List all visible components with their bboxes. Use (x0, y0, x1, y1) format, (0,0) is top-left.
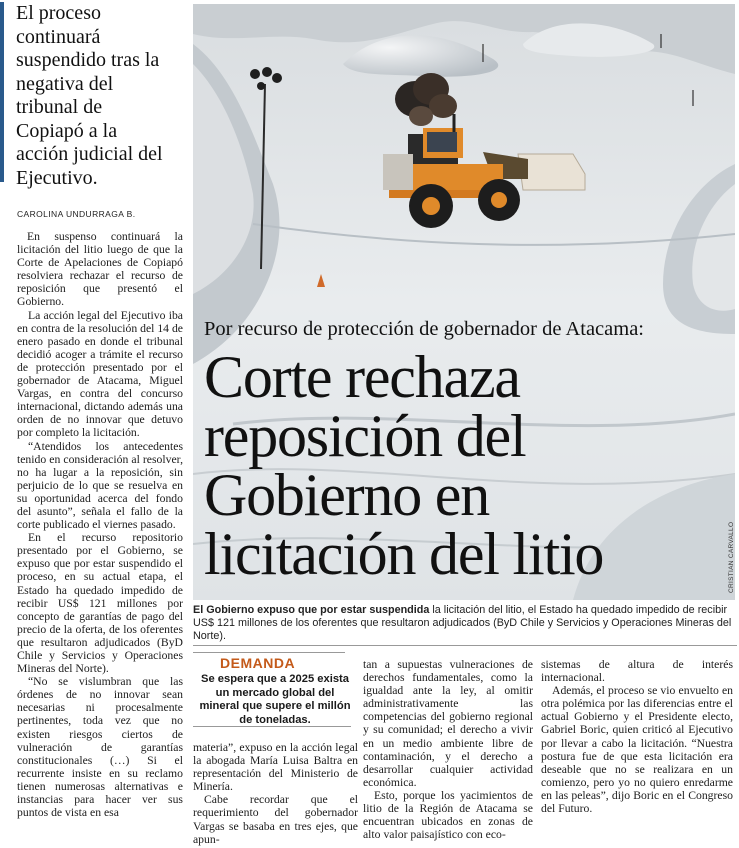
paragraph: “Atendidos los antecedentes tenido en consideración al resolver, no ha lugar a la reposición, sin perjuicio de lo que se resuelva en su oportunidad acerca del fondo del asunto”, señala el fallo de la corte publicado el viernes pasado. (17, 439, 183, 532)
photo-credit: CRISTIAN CARVALLO (728, 521, 735, 593)
accent-bar (0, 2, 4, 182)
sidebar (0, 0, 185, 848)
paragraph: Esto, porque los yacimientos de litio de la Región de Atacama se encuentran ubicados en zonas de alto valor paisajístico con eco- (363, 788, 533, 842)
paragraph: La acción legal del Ejecutivo iba en contra de la resolución del 14 de enero pasado en donde el tribunal decidió acoger a trámite el recurso de protección presentado por el gobernador de Atacama, Miguel Vargas, en contra del concurso internacional, dictando además una orden de no innovar que detuvo por completo la licitación. (17, 308, 183, 440)
photo-caption (193, 604, 733, 643)
kicker: Por recurso de protección de gobernador de Atacama: (204, 318, 644, 340)
paragraph: En suspenso continuará la licitación del litio luego de que la Corte de Apelaciones de Copiapó resolviera rechazar el recurso de reposición que presentó el Gobierno. (17, 230, 183, 309)
caption-lead: El Gobierno expuso que por estar suspendida (193, 604, 430, 616)
paragraph: En el recurso repositorio presentado por el Gobierno, se expuso que por estar suspendido el proceso, en su actual etapa, el Estado ha quedado impedido de recibir US$ 121 millones por concepto de garantías de pago del precio de la oferta, de los oferentes que resultaron adjudicados (ByD Chile y Servicios y Operaciones Mineras del Norte). (17, 531, 183, 676)
byline: CAROLINA UNDURRAGA B. (17, 209, 136, 219)
divider (193, 645, 737, 646)
paragraph: materia”, expuso en la acción legal la abogada María Luisa Baltra en representación del Ministerio de Minería. (193, 741, 358, 794)
paragraph: Además, el proceso se vio envuelto en otra polémica por las diferencias entre el actual Gobierno y el Presidente electo, Gabriel Boric, quien criticó al Ejecutivo por llevar a cabo la licitación. “Nuestra postura fue de que esta licitación era deseable que no se realizara en un comienzo, pero yo no quiero enredarme en las peleas”, dijo Boric en el Congreso del Futuro. (541, 684, 733, 816)
sidebox-tag: DEMANDA (220, 655, 296, 671)
sidebox-top-rule (193, 652, 345, 653)
paragraph: “No se vislumbran que las órdenes de no innovar sean necesarias ni procesalmente pertinentes, toda vez que no existen riesgos ciertos de vulneración de garantías constitucionales (…) Si el recurrente insiste en su reclamo tienen numerosas alternativas e instancias para hacer ver sus puntos de vista en esa (17, 675, 183, 820)
article-column-4 (541, 658, 733, 815)
paragraph: sistemas de altura de interés internacional. (541, 658, 733, 685)
paragraph: Cabe recordar que el requerimiento del gobernador Vargas se basaba en tres ejes, que apun- (193, 793, 358, 846)
article-column-1 (17, 230, 183, 819)
headline: Corte rechaza reposición del Gobierno en licitación del litio (204, 344, 604, 587)
article-column-2 (193, 741, 358, 846)
sidebox-bottom-rule (193, 726, 351, 727)
intro-summary: El proceso continuará suspendido tras la negativa del tribunal de Copiapó a la acción judicial del Ejecutivo. (16, 2, 163, 189)
sidebox-text: Se espera que a 2025 exista un mercado global del mineral que supere el millón de toneladas. (199, 673, 351, 726)
article-column-3 (363, 658, 533, 841)
caption-text: la licitación del litio, el Estado ha quedado impedido de recibir US$ 121 millones de los oferentes que resultaron adjudicados (ByD Chile y Servicios y Operaciones Mineras del Norte). (193, 604, 732, 642)
paragraph: tan a supuestas vulneraciones de derechos fundamentales, como la igualdad ante la ley, al omitir administrativamente las competencias del gobierno regional y su comunidad; el derecho a vivir en un medio ambiente libre de contaminación, y el derecho a desarrollar cualquier actividad económica. (363, 658, 533, 789)
